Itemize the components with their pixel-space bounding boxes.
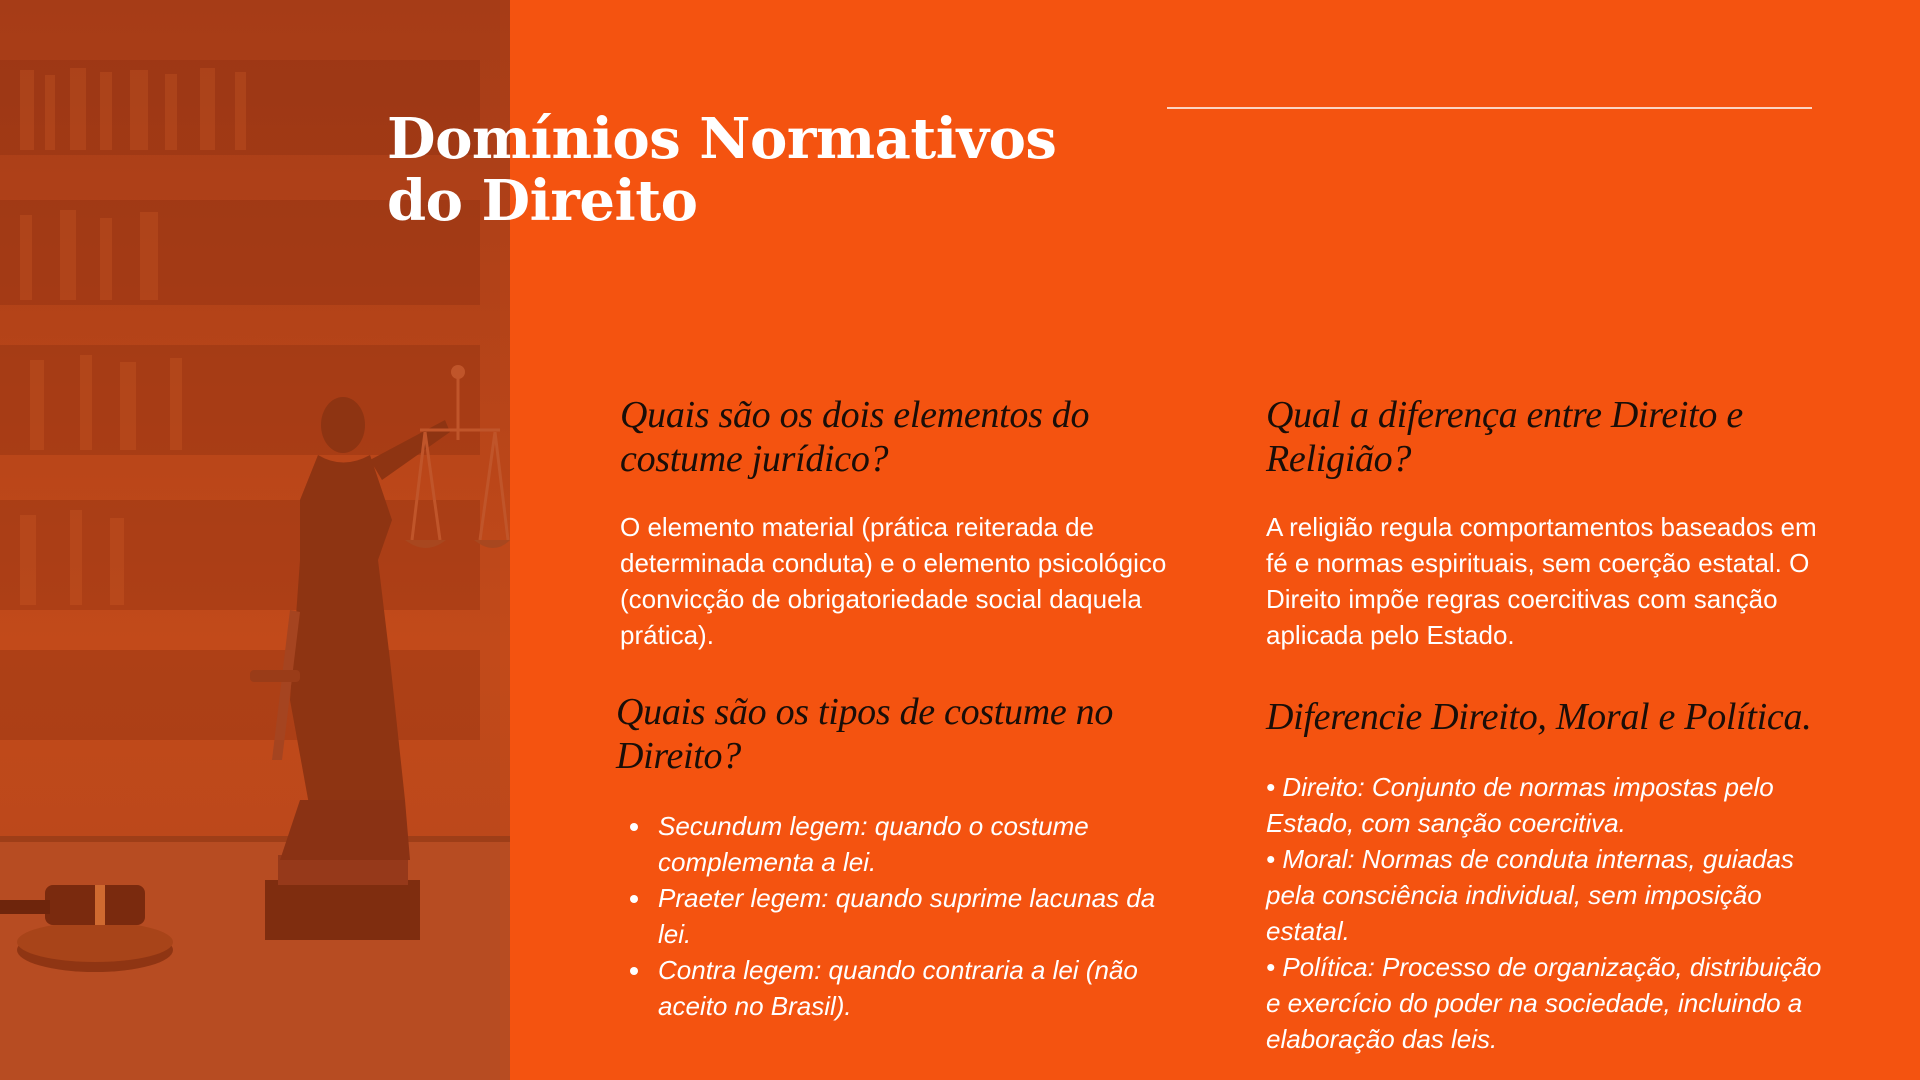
page-title: Domínios Normativos do Direito <box>387 106 1057 234</box>
section-costume-elements <box>620 393 1180 653</box>
section-direito-moral-politica <box>1266 695 1836 1057</box>
list-item: • Moral: Normas de conduta internas, guiadas pela consciência individual, sem imposição estatal. <box>1266 844 1794 946</box>
section-answer: A religião regula comportamentos baseados em fé e normas espirituais, sem coerção estatal. O Direito impõe regras coercitivas com sanção aplicada pelo Estado. <box>1266 512 1817 650</box>
section-question: Quais são os dois elementos do costume jurídico? <box>620 394 1090 480</box>
list-item: Secundum legem: quando o costume complementa a lei. <box>616 808 1176 880</box>
list-item: • Direito: Conjunto de normas impostas pelo Estado, com sanção coercitiva. <box>1266 772 1774 838</box>
section-answer <box>1266 769 1836 1057</box>
divider-line <box>1167 107 1812 109</box>
costume-types-list <box>616 808 1176 1024</box>
section-question: Quais são os tipos de costume no Direito? <box>616 691 1114 777</box>
list-item: Contra legem: quando contraria a lei (não aceito no Brasil). <box>616 952 1176 1024</box>
section-answer: O elemento material (prática reiterada de determinada conduta) e o elemento psicológico (convicção de obrigatoriedade social daquela prática). <box>620 512 1167 650</box>
list-item: • Política: Processo de organização, distribuição e exercício do poder na sociedade, incluindo a elaboração das leis. <box>1266 952 1822 1054</box>
section-question: Diferencie Direito, Moral e Política. <box>1266 696 1812 738</box>
section-costume-types <box>616 690 1176 1024</box>
section-question: Qual a diferença entre Direito e Religião? <box>1266 394 1743 480</box>
section-direito-religiao <box>1266 393 1836 653</box>
list-item: Praeter legem: quando suprime lacunas da lei. <box>616 880 1176 952</box>
